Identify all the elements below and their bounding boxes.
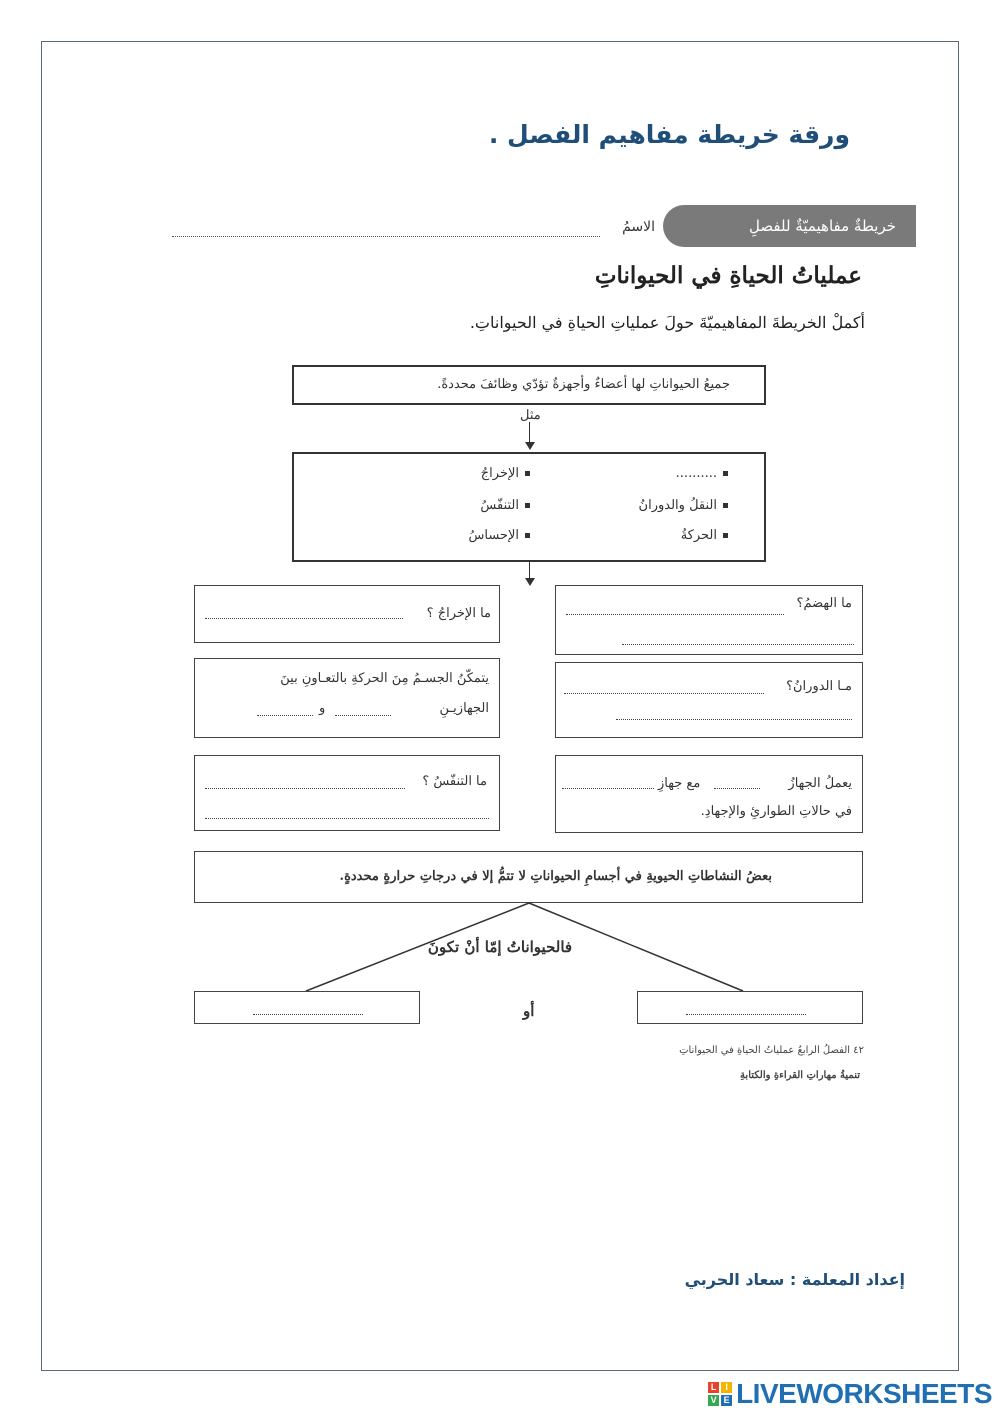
excretion-question: ما الإخراجُ ؟ [426,606,491,621]
example-item: الحركةُ [630,528,728,543]
example-item: الإحساسُ [430,528,530,543]
brand-logo [708,1378,992,1410]
movement-text: يتمكّنُ الجسـمُ مِنَ الحركةِ بالتعـاونِ بينَ [280,671,489,686]
circulation-question: مـا الدورانُ؟ [786,679,852,694]
connector-label: مثل [520,408,541,423]
answer-right-line[interactable] [686,1014,806,1015]
temperature-text: بعضُ النشاطاتِ الحيويةِ في أجسامِ الحيواناتِ لا تتمُّ إلا في درجاتِ حرارةٍ محددةٍ. [339,869,772,884]
answer-box-right[interactable] [637,991,863,1024]
movement-and: و [319,701,326,716]
series-line: تنميةُ مهاراتِ القراءةِ والكتابةِ [740,1070,860,1081]
name-label: الاسمُ [622,219,655,235]
device-text-1: يعملُ الجهازُ [788,776,852,791]
example-item: التنفّسُ [430,498,530,513]
answer-left-line[interactable] [253,1014,363,1015]
instruction-text: أكملْ الخريطةَ المفاهيميّةَ حولَ عملياتِ الحياةِ في الحيواناتِ. [469,313,865,332]
worksheet-title: ورقة خريطة مفاهيم الفصل . [488,120,850,149]
or-label: أو [523,1002,535,1020]
digestion-question: ما الهضمُ؟ [796,596,852,611]
teacher-credit: إعداد المعلمة : سعاد الحربي [684,1270,905,1289]
section-tab: خريطةٌ مفاهيميّةٌ للفصلِ [663,205,916,247]
page-footer-line: ٤٢ الفصلُ الرابعُ عملياتُ الحياةِ في الحيواناتِ [679,1045,864,1056]
animals-either-text: فالحيواناتُ إمّا أنْ تكونَ [427,938,573,956]
page-heading: عملياتُ الحياةِ في الحيواناتِ [594,262,862,289]
example-blank[interactable]: .......... [675,466,717,481]
example-item: الإخراجُ [430,466,530,481]
answer-box-left[interactable] [194,991,420,1024]
device-text-3: في حالاتِ الطوارئِ والإجهادِ. [700,804,852,819]
brand-grid-icon [708,1382,732,1406]
logo-letter: L [708,1382,719,1393]
brand-name: LIVEWORKSHEETS [736,1378,992,1409]
respiration-question: ما التنفّسُ ؟ [422,774,487,789]
movement-text-2: الجهازيـنِ [439,701,489,716]
top-concept-text: جميعُ الحيواناتِ لها أعضاءٌ وأجهزةٌ تؤدّي وظائفَ محددةً. [437,377,730,392]
logo-letter: E [721,1395,732,1406]
logo-letter: I [721,1382,732,1393]
logo-letter: V [708,1395,719,1406]
device-text-2: مع جهازِ [658,776,701,791]
example-item: النقلُ والدورانُ [600,498,728,513]
